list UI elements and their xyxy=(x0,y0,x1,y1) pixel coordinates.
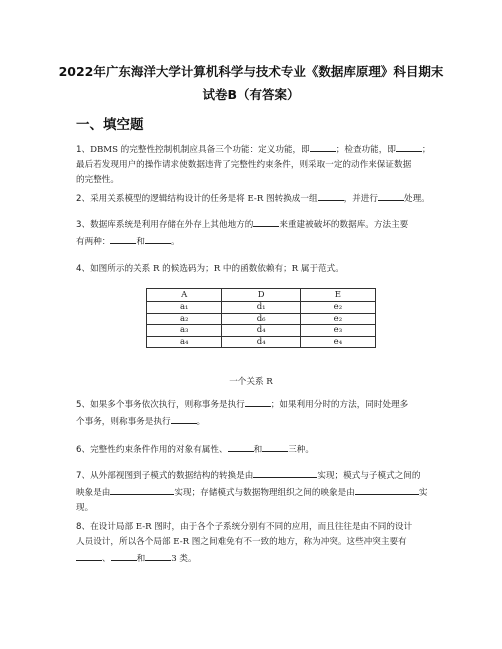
answer-blank xyxy=(171,413,197,424)
table-header-e: E xyxy=(300,289,375,302)
table-cell: d₄ xyxy=(222,336,300,348)
document-title-line1: 2022年广东海洋大学计算机科学与技术专业《数据库原理》科目期末 xyxy=(58,64,444,79)
question-1: 1、DBMS 的完整性控制机制应具备三个功能：定义功能，即 ；检查功能，即 ； 最后若发现用户的操作请求使数据违背了完整性约束条件，则采取一定的动作来保证数据 的完整性。 xyxy=(76,141,436,188)
table-cell: e₂ xyxy=(300,302,375,314)
question-8: 8、在设计局部 E-R 图时，由于各个子系统分别有不同的应用，而且往往是由不同的设计 人员设计，所以各个局部 E-R 图之间难免有不一致的地方，称为冲突。这些冲突主要有 、 和 3 类。 xyxy=(76,522,413,564)
table-row xyxy=(147,325,376,337)
document-title-line2: 试卷B（有答案） xyxy=(202,87,300,102)
answer-blank xyxy=(378,190,404,201)
question-number: 2、 xyxy=(76,194,91,204)
question-number: 1、 xyxy=(76,145,91,155)
question-7: 7、从外部视图到子模式的数据结构的转换是由 实现；模式与子模式之间的 映象是由 实现；存储模式与数据物理组织之间的映象是由 实 现。 xyxy=(76,467,436,516)
question-6: 6、完整性约束条件作用的对象有属性、 和 三种。 xyxy=(76,441,436,458)
answer-blank xyxy=(396,141,422,152)
answer-blank xyxy=(228,441,254,452)
answer-blank xyxy=(110,484,174,495)
question-number: 6、 xyxy=(76,445,91,455)
table-cell: a₂ xyxy=(147,313,222,325)
table-row xyxy=(147,336,376,348)
question-4: 4、如图所示的关系 R 的候选码为；R 中的函数依赖有；R 属于范式。 xyxy=(76,264,344,274)
answer-blank xyxy=(355,484,419,495)
answer-blank xyxy=(253,216,279,227)
answer-blank xyxy=(318,190,344,201)
table-cell: d₁ xyxy=(222,302,300,314)
answer-blank xyxy=(110,233,136,244)
answer-blank xyxy=(262,441,288,452)
question-number: 5、 xyxy=(76,400,91,410)
answer-blank xyxy=(111,550,137,561)
table-row xyxy=(147,313,376,325)
table-cell: d₆ xyxy=(222,313,300,325)
table-cell: a₁ xyxy=(147,302,222,314)
question-3: 3、数据库系统是利用存储在外存上其他地方的 来重建被破坏的数据库。方法主要 有两种： 和 。 xyxy=(76,216,436,250)
table-caption: 一个关系 R xyxy=(229,377,273,387)
table-cell: e₄ xyxy=(300,336,375,348)
table-cell: a₃ xyxy=(147,325,222,337)
table-header-d: D xyxy=(222,289,300,302)
section-heading: 一、填空题 xyxy=(76,117,144,133)
table-cell: a₄ xyxy=(147,336,222,348)
table-cell: e₃ xyxy=(300,325,375,337)
answer-blank xyxy=(310,141,336,152)
answer-blank xyxy=(145,233,171,244)
table-header-a: A xyxy=(147,289,222,302)
relation-r-table xyxy=(146,288,376,348)
question-2: 2、采用关系模型的逻辑结构设计的任务是将 E-R 图转换成一组 ，并进行 处理。 xyxy=(76,190,436,207)
answer-blank xyxy=(145,550,171,561)
answer-blank xyxy=(245,396,271,407)
table-cell: e₂ xyxy=(300,313,375,325)
question-number: 8、 xyxy=(76,522,91,532)
question-5: 5、如果多个事务依次执行，则称事务是执行 ；如果利用分时的方法，同时处理多 个事务，则称事务是执行 。 xyxy=(76,396,436,430)
answer-blank xyxy=(76,550,102,561)
question-number: 4、 xyxy=(76,264,91,274)
question-number: 7、 xyxy=(76,471,91,481)
table-row xyxy=(147,302,376,314)
answer-blank xyxy=(253,467,317,478)
table-cell: d₄ xyxy=(222,325,300,337)
question-number: 3、 xyxy=(76,220,91,230)
